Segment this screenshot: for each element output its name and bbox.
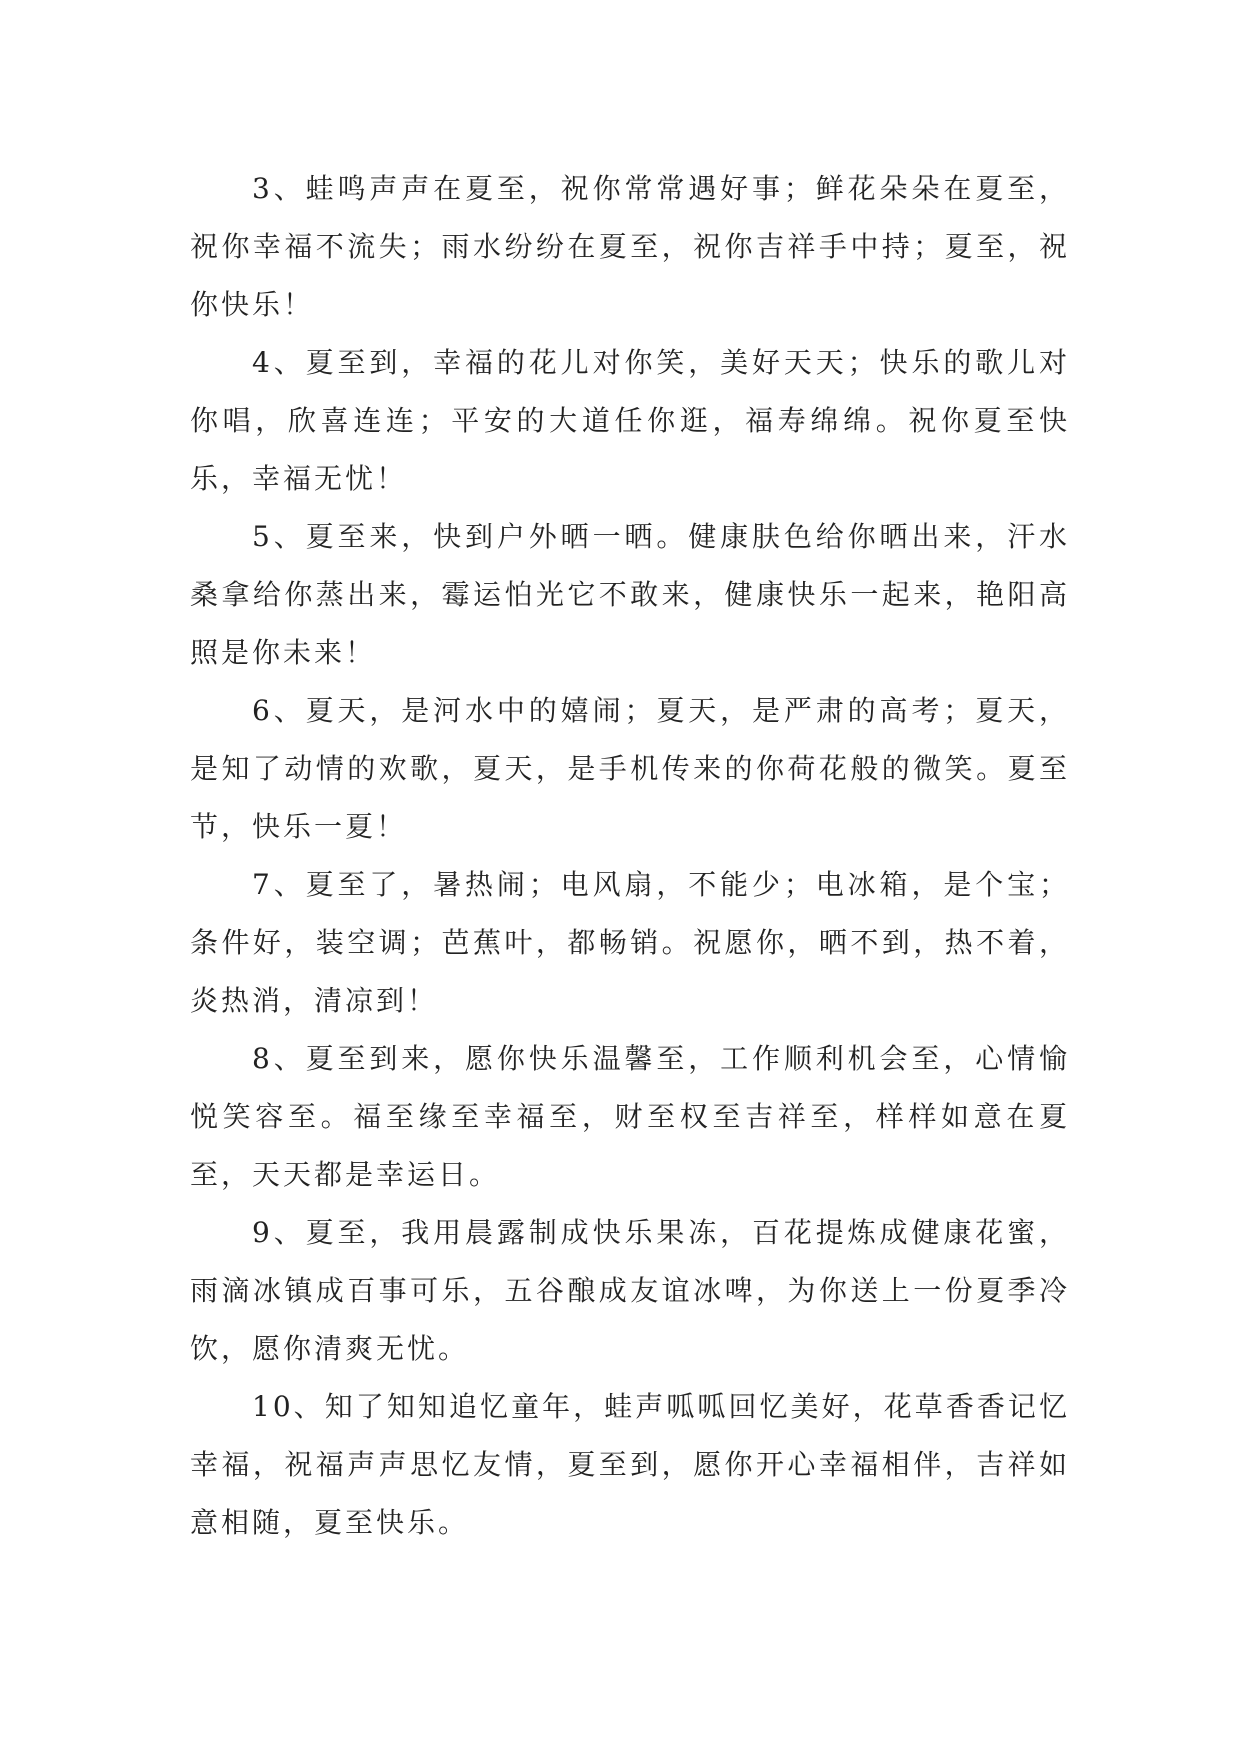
paragraph-9: 9、夏至，我用晨露制成快乐果冻，百花提炼成健康花蜜，雨滴冰镇成百事可乐，五谷酿成友谊冰啤，为你送上一份夏季冷饮，愿你清爽无忧。 (190, 1216, 1070, 1365)
paragraph-5: 5、夏至来，快到户外晒一晒。健康肤色给你晒出来，汗水桑拿给你蒸出来，霉运怕光它不敢来，健康快乐一起来，艳阳高照是你未来！ (190, 520, 1070, 669)
paragraph-3: 3、蛙鸣声声在夏至，祝你常常遇好事；鲜花朵朵在夏至，祝你幸福不流失；雨水纷纷在夏至，祝你吉祥手中持；夏至，祝你快乐！ (190, 172, 1070, 321)
paragraph-10: 10、知了知知追忆童年，蛙声呱呱回忆美好，花草香香记忆幸福，祝福声声思忆友情，夏至到，愿你开心幸福相伴，吉祥如意相随，夏至快乐。 (190, 1390, 1070, 1539)
paragraph-4: 4、夏至到，幸福的花儿对你笑，美好天天；快乐的歌儿对你唱，欣喜连连；平安的大道任你逛，福寿绵绵。祝你夏至快乐，幸福无忧！ (190, 346, 1070, 495)
paragraph-7: 7、夏至了，暑热闹；电风扇，不能少；电冰箱，是个宝；条件好，装空调；芭蕉叶，都畅销。祝愿你，晒不到，热不着，炎热消，清凉到！ (190, 868, 1070, 1017)
paragraph-8: 8、夏至到来，愿你快乐温馨至，工作顺利机会至，心情愉悦笑容至。福至缘至幸福至，财至权至吉祥至，样样如意在夏至，天天都是幸运日。 (190, 1042, 1070, 1191)
paragraph-6: 6、夏天，是河水中的嬉闹；夏天，是严肃的高考；夏天，是知了动情的欢歌，夏天，是手机传来的你荷花般的微笑。夏至节，快乐一夏！ (190, 694, 1070, 843)
document-body (190, 160, 1070, 1552)
